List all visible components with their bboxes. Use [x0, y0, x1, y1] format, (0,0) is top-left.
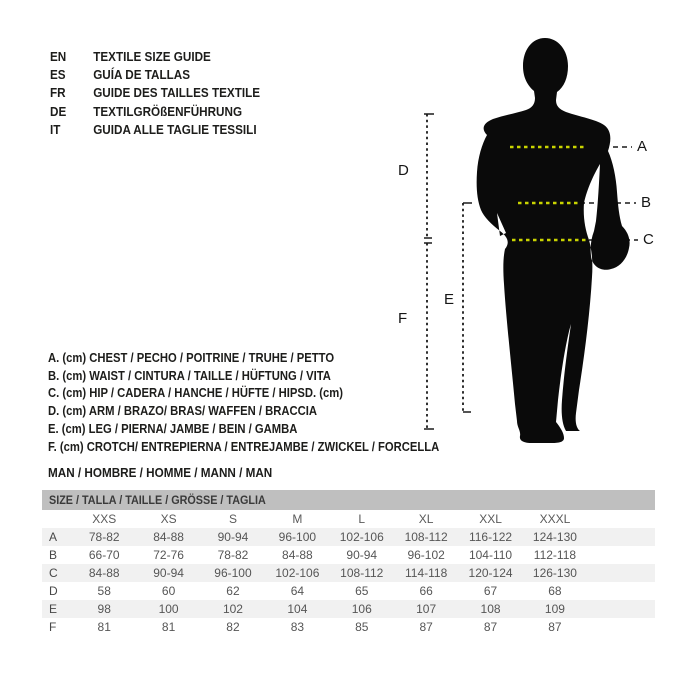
size-cell: 84-88 [88, 566, 120, 580]
size-cell: 126-130 [532, 566, 577, 580]
size-cell: 116-122 [468, 530, 513, 544]
size-cell: 120-124 [468, 566, 513, 580]
size-cell: 102-106 [275, 566, 320, 580]
column-header: XXS [92, 512, 117, 526]
size-table-title: SIZE / TALLA / TAILLE / GRÖSSE / TAGLIA [49, 493, 266, 507]
size-cell: 108-112 [404, 530, 448, 544]
category-title: MAN / HOMBRE / HOMME / MANN / MAN [48, 465, 273, 480]
size-cell: 78-82 [217, 548, 249, 562]
size-table [42, 490, 655, 636]
size-cell: 81 [97, 620, 111, 634]
size-table-column-header-row [42, 510, 655, 528]
column-header: M [292, 512, 303, 526]
table-row [42, 582, 655, 600]
leg-label: E [444, 291, 455, 308]
size-cell: 81 [161, 620, 176, 634]
size-cell: 84-88 [282, 548, 313, 562]
table-row [42, 600, 655, 618]
size-cell: 106 [351, 602, 372, 616]
size-cell: 68 [548, 584, 562, 598]
guide-title: GUÍA DE TALLAS [93, 67, 191, 83]
size-cell: 124-130 [532, 530, 577, 544]
size-cell: 85 [355, 620, 369, 634]
size-cell: 102-106 [339, 530, 384, 544]
measurement-item: F. (cm) CROTCH/ ENTREPIERNA / ENTREJAMBE / ZWICKEL / FORCELLA [48, 439, 440, 454]
row-label: F [49, 620, 57, 634]
man-silhouette [477, 38, 630, 443]
size-cell: 84-88 [153, 530, 184, 544]
size-cell: 90-94 [346, 548, 378, 562]
size-cell: 98 [97, 602, 111, 616]
size-cell: 104 [287, 602, 308, 616]
table-row [42, 546, 655, 564]
column-header: XS [160, 512, 177, 526]
column-header: XXXL [539, 512, 571, 526]
size-cell: 78-82 [88, 530, 120, 544]
language-code: EN [50, 48, 67, 64]
size-cell: 83 [290, 620, 305, 634]
size-cell: 82 [226, 620, 240, 634]
size-cell: 87 [548, 620, 562, 634]
size-cell: 64 [290, 584, 305, 598]
size-cell: 104-110 [468, 548, 513, 562]
size-cell: 65 [355, 584, 369, 598]
guide-title: GUIDA ALLE TAGLIE TESSILI [93, 122, 257, 138]
size-cell: 108 [480, 602, 501, 616]
size-table-header-bar [42, 490, 655, 510]
guide-title: TEXTILGRÖßENFÜHRUNG [93, 103, 243, 119]
waist-label: B [641, 194, 652, 211]
corner-cell [42, 510, 72, 528]
crotch-label: F [398, 310, 408, 327]
guide-title: GUIDE DES TAILLES TEXTILE [93, 85, 261, 101]
size-cell: 67 [483, 584, 498, 598]
measurement-item: C. (cm) HIP / CADERA / HANCHE / HÜFTE / HIPSD. (cm) [48, 386, 344, 401]
language-code: ES [50, 67, 66, 83]
language-code: DE [50, 103, 67, 119]
table-row [42, 528, 655, 546]
size-cell: 66-70 [88, 548, 120, 562]
size-cell: 100 [158, 602, 179, 616]
arm-label: D [398, 162, 409, 179]
measurement-item: A. (cm) CHEST / PECHO / POITRINE / TRUHE / PETTO [48, 350, 335, 365]
size-cell: 87 [483, 620, 498, 634]
column-header: L [358, 512, 366, 526]
size-cell: 102 [222, 602, 243, 616]
table-row [42, 564, 655, 582]
row-label: B [49, 548, 58, 562]
measurement-item: B. (cm) WAIST / CINTURA / TAILLE / HÜFTUNG / VITA [48, 368, 331, 383]
measurement-item: E. (cm) LEG / PIERNA/ JAMBE / BEIN / GAMBA [48, 421, 298, 436]
size-cell: 62 [226, 584, 240, 598]
guide-title: TEXTILE SIZE GUIDE [93, 48, 211, 64]
size-cell: 114-118 [405, 566, 448, 580]
size-cell: 87 [419, 620, 433, 634]
chest-label: A [637, 138, 648, 155]
hip-label: C [643, 231, 654, 248]
size-cell: 72-76 [153, 548, 184, 562]
column-header: S [228, 512, 237, 526]
row-label: E [49, 602, 58, 616]
row-label: C [49, 566, 58, 580]
size-cell: 90-94 [217, 530, 249, 544]
measurement-legend [48, 349, 483, 456]
measurement-item: D. (cm) ARM / BRAZO/ BRAS/ WAFFEN / BRACCIA [48, 404, 317, 419]
column-header: XXL [479, 512, 502, 526]
size-cell: 107 [416, 602, 437, 616]
size-cell: 112-118 [533, 548, 577, 562]
row-label: A [49, 530, 58, 544]
column-header: XL [418, 512, 434, 526]
size-cell: 108-112 [340, 566, 384, 580]
size-cell: 58 [97, 584, 111, 598]
size-cell: 66 [419, 584, 433, 598]
size-cell: 96-102 [407, 548, 445, 562]
row-label: D [49, 584, 58, 598]
size-cell: 90-94 [153, 566, 184, 580]
language-code: FR [50, 85, 66, 101]
table-row [42, 618, 655, 636]
size-cell: 60 [161, 584, 176, 598]
size-cell: 96-100 [214, 566, 252, 580]
language-code: IT [50, 122, 61, 138]
size-cell: 96-100 [278, 530, 317, 544]
size-cell: 109 [544, 602, 565, 616]
